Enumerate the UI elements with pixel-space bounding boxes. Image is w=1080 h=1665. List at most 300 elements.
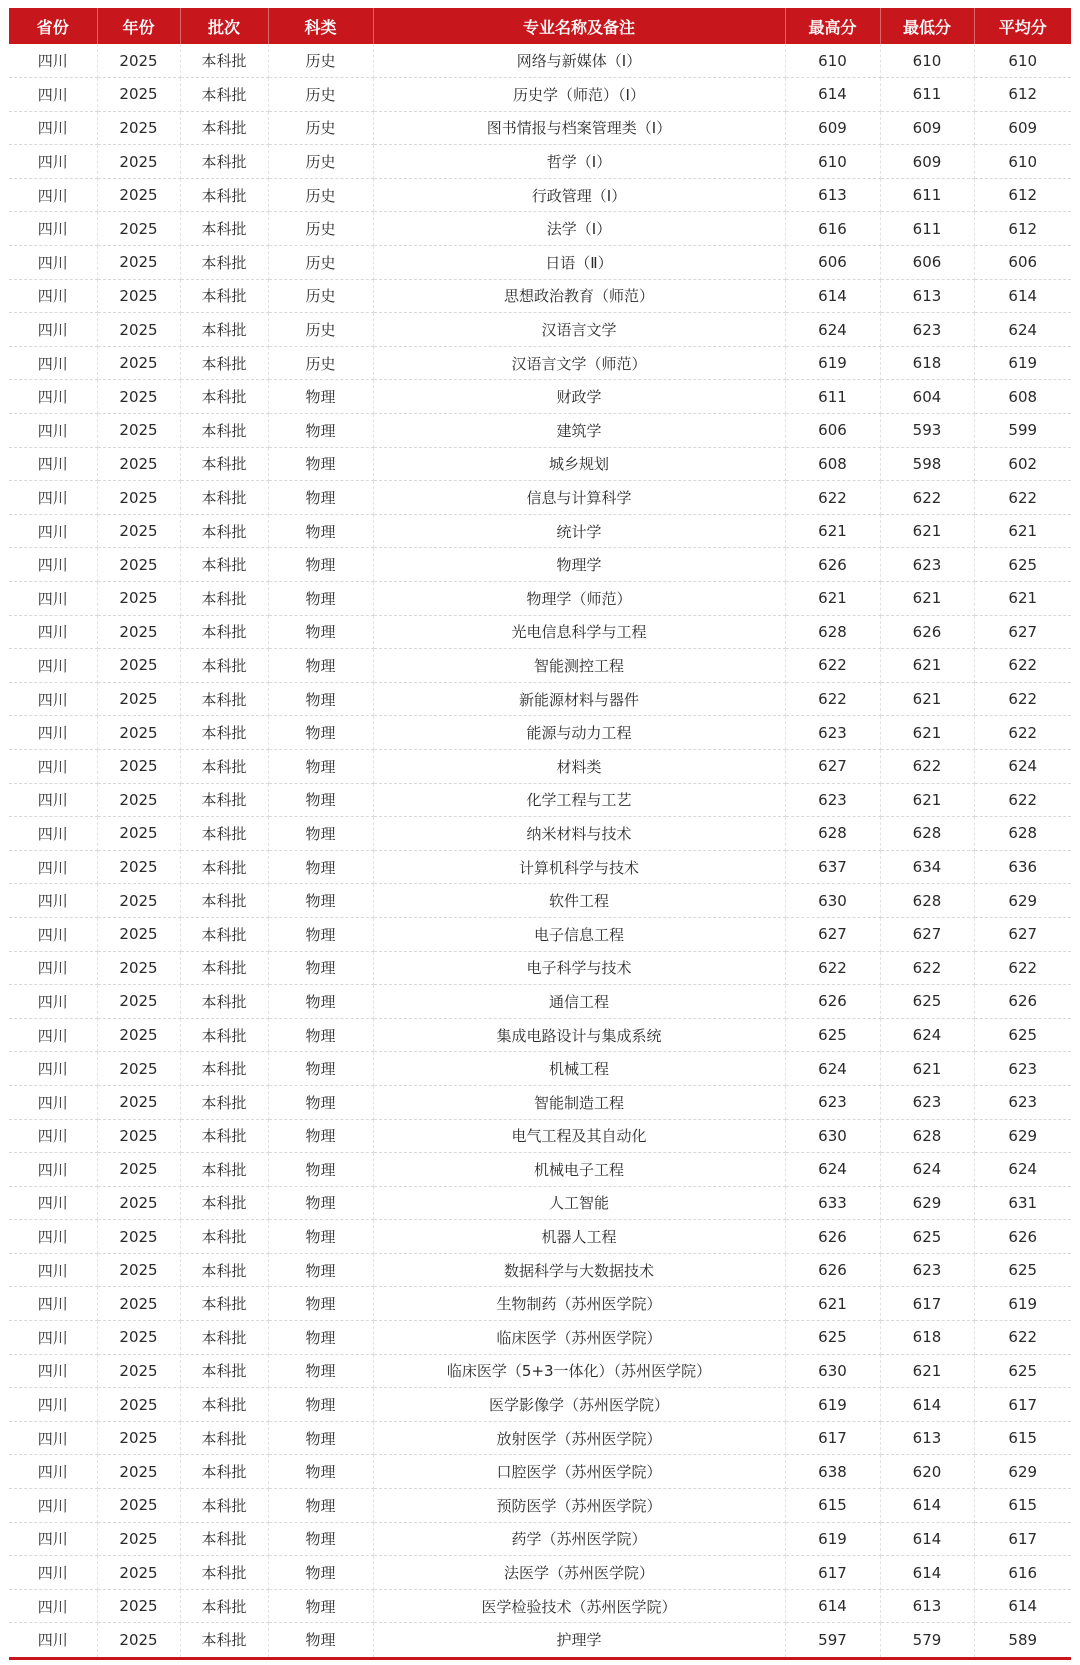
cell-province: 四川 xyxy=(9,44,97,78)
cell-major: 临床医学（苏州医学院） xyxy=(373,1321,785,1355)
cell-major: 药学（苏州医学院） xyxy=(373,1522,785,1556)
cell-subject: 物理 xyxy=(268,514,373,548)
cell-max-score: 609 xyxy=(785,111,880,145)
cell-major: 新能源材料与器件 xyxy=(373,682,785,716)
cell-major: 机器人工程 xyxy=(373,1220,785,1254)
cell-subject: 历史 xyxy=(268,78,373,112)
cell-max-score: 614 xyxy=(785,1589,880,1623)
cell-year: 2025 xyxy=(97,716,180,750)
table-row xyxy=(9,615,1071,649)
cell-min-score: 621 xyxy=(880,514,974,548)
cell-batch: 本科批 xyxy=(180,1388,268,1422)
cell-avg-score: 631 xyxy=(974,1186,1071,1220)
cell-avg-score: 629 xyxy=(974,1455,1071,1489)
cell-min-score: 621 xyxy=(880,649,974,683)
cell-min-score: 621 xyxy=(880,1052,974,1086)
cell-subject: 物理 xyxy=(268,1119,373,1153)
table-row xyxy=(9,78,1071,112)
cell-max-score: 610 xyxy=(785,145,880,179)
cell-year: 2025 xyxy=(97,1321,180,1355)
cell-max-score: 633 xyxy=(785,1186,880,1220)
cell-subject: 物理 xyxy=(268,1018,373,1052)
cell-subject: 物理 xyxy=(268,447,373,481)
cell-max-score: 614 xyxy=(785,279,880,313)
cell-subject: 物理 xyxy=(268,783,373,817)
cell-province: 四川 xyxy=(9,615,97,649)
cell-major: 法医学（苏州医学院） xyxy=(373,1556,785,1590)
cell-min-score: 621 xyxy=(880,682,974,716)
cell-batch: 本科批 xyxy=(180,1556,268,1590)
cell-max-score: 624 xyxy=(785,313,880,347)
cell-province: 四川 xyxy=(9,1253,97,1287)
cell-province: 四川 xyxy=(9,346,97,380)
table-row xyxy=(9,1220,1071,1254)
cell-major: 智能测控工程 xyxy=(373,649,785,683)
cell-batch: 本科批 xyxy=(180,1321,268,1355)
cell-min-score: 623 xyxy=(880,313,974,347)
cell-year: 2025 xyxy=(97,145,180,179)
cell-subject: 物理 xyxy=(268,1623,373,1657)
cell-province: 四川 xyxy=(9,1018,97,1052)
cell-province: 四川 xyxy=(9,682,97,716)
cell-year: 2025 xyxy=(97,783,180,817)
cell-avg-score: 629 xyxy=(974,884,1071,918)
cell-province: 四川 xyxy=(9,481,97,515)
cell-min-score: 621 xyxy=(880,582,974,616)
cell-avg-score: 624 xyxy=(974,1153,1071,1187)
table-row xyxy=(9,1388,1071,1422)
cell-min-score: 617 xyxy=(880,1287,974,1321)
table-row xyxy=(9,1489,1071,1523)
cell-subject: 物理 xyxy=(268,1354,373,1388)
cell-min-score: 623 xyxy=(880,1085,974,1119)
cell-province: 四川 xyxy=(9,850,97,884)
cell-year: 2025 xyxy=(97,414,180,448)
cell-province: 四川 xyxy=(9,1153,97,1187)
table-row xyxy=(9,649,1071,683)
cell-major: 网络与新媒体（Ⅰ） xyxy=(373,44,785,78)
cell-avg-score: 622 xyxy=(974,682,1071,716)
cell-year: 2025 xyxy=(97,1052,180,1086)
table-row xyxy=(9,985,1071,1019)
cell-batch: 本科批 xyxy=(180,1455,268,1489)
cell-province: 四川 xyxy=(9,548,97,582)
cell-max-score: 619 xyxy=(785,1522,880,1556)
table-row xyxy=(9,1455,1071,1489)
cell-subject: 物理 xyxy=(268,1522,373,1556)
cell-year: 2025 xyxy=(97,1489,180,1523)
header-major: 专业名称及备注 xyxy=(373,8,785,44)
cell-province: 四川 xyxy=(9,1489,97,1523)
cell-subject: 物理 xyxy=(268,1085,373,1119)
cell-year: 2025 xyxy=(97,246,180,280)
table-row xyxy=(9,884,1071,918)
table-row xyxy=(9,380,1071,414)
cell-avg-score: 589 xyxy=(1008,1630,1038,1649)
cell-province: 四川 xyxy=(9,1623,97,1657)
cell-year: 2025 xyxy=(97,1018,180,1052)
cell-subject: 物理 xyxy=(268,850,373,884)
cell-max-score: 622 xyxy=(785,481,880,515)
cell-batch: 本科批 xyxy=(180,1421,268,1455)
cell-min-score: 628 xyxy=(880,817,974,851)
cell-year: 2025 xyxy=(97,1388,180,1422)
cell-avg-score: 615 xyxy=(974,1489,1071,1523)
cell-min-score: 625 xyxy=(880,1220,974,1254)
cell-avg-score: 624 xyxy=(974,749,1071,783)
cell-min-score: 623 xyxy=(880,548,974,582)
cell-year: 2025 xyxy=(97,1589,180,1623)
cell-min-score: 621 xyxy=(880,783,974,817)
cell-subject: 物理 xyxy=(268,1556,373,1590)
cell-year: 2025 xyxy=(97,279,180,313)
cell-min-score: 610 xyxy=(880,44,974,78)
cell-subject: 历史 xyxy=(268,313,373,347)
cell-subject: 物理 xyxy=(268,884,373,918)
cell-max-score: 627 xyxy=(785,749,880,783)
cell-avg-score: 612 xyxy=(974,212,1071,246)
cell-max-score: 616 xyxy=(785,212,880,246)
cell-subject: 历史 xyxy=(268,145,373,179)
cell-batch: 本科批 xyxy=(180,1153,268,1187)
cell-min-score: 634 xyxy=(880,850,974,884)
cell-max-score: 613 xyxy=(785,178,880,212)
cell-max-score: 626 xyxy=(785,985,880,1019)
cell-max-score: 637 xyxy=(785,850,880,884)
cell-max-score: 628 xyxy=(785,817,880,851)
cell-subject: 物理 xyxy=(268,481,373,515)
cell-year: 2025 xyxy=(97,817,180,851)
header-province: 省份 xyxy=(9,8,97,44)
cell-major: 能源与动力工程 xyxy=(373,716,785,750)
table-row xyxy=(9,1119,1071,1153)
cell-batch: 本科批 xyxy=(180,246,268,280)
cell-year: 2025 xyxy=(97,615,180,649)
cell-avg-score: 624 xyxy=(974,313,1071,347)
cell-avg-score: 622 xyxy=(974,1321,1071,1355)
cell-max-score: 614 xyxy=(785,78,880,112)
table-row xyxy=(9,817,1071,851)
cell-major: 图书情报与档案管理类（Ⅰ） xyxy=(373,111,785,145)
cell-avg-score: 636 xyxy=(974,850,1071,884)
cell-province: 四川 xyxy=(9,246,97,280)
cell-province: 四川 xyxy=(9,212,97,246)
cell-subject: 物理 xyxy=(268,1388,373,1422)
cell-min-score: 624 xyxy=(880,1018,974,1052)
table-row xyxy=(9,1522,1071,1556)
cell-year: 2025 xyxy=(97,884,180,918)
cell-year: 2025 xyxy=(97,78,180,112)
cell-avg-score: 619 xyxy=(974,1287,1071,1321)
cell-province: 四川 xyxy=(9,447,97,481)
cell-min-score: 621 xyxy=(880,1354,974,1388)
cell-batch: 本科批 xyxy=(180,649,268,683)
cell-max-score: 619 xyxy=(785,346,880,380)
cell-max-score: 626 xyxy=(785,548,880,582)
cell-avg-score: 608 xyxy=(974,380,1071,414)
cell-province: 四川 xyxy=(9,1186,97,1220)
cell-max-score: 628 xyxy=(785,615,880,649)
table-row xyxy=(9,1153,1071,1187)
table-row xyxy=(9,246,1071,280)
cell-max-score: 622 xyxy=(785,649,880,683)
table-row xyxy=(9,1623,1071,1657)
table-row xyxy=(9,414,1071,448)
cell-subject: 物理 xyxy=(268,1455,373,1489)
cell-max-score: 611 xyxy=(785,380,880,414)
cell-avg-score: 619 xyxy=(974,346,1071,380)
cell-subject: 历史 xyxy=(268,111,373,145)
cell-major: 口腔医学（苏州医学院） xyxy=(373,1455,785,1489)
cell-min-score: 613 xyxy=(880,279,974,313)
cell-avg-score: 612 xyxy=(974,78,1071,112)
cell-province: 四川 xyxy=(9,1388,97,1422)
cell-min-score: 622 xyxy=(880,749,974,783)
cell-subject: 物理 xyxy=(268,615,373,649)
cell-min-score: 609 xyxy=(880,111,974,145)
table-row xyxy=(9,716,1071,750)
cell-major: 日语（Ⅱ） xyxy=(373,246,785,280)
cell-max-score: 624 xyxy=(785,1153,880,1187)
cell-province: 四川 xyxy=(9,1522,97,1556)
cell-province: 四川 xyxy=(9,380,97,414)
cell-province: 四川 xyxy=(9,582,97,616)
cell-min-score: 614 xyxy=(880,1489,974,1523)
cell-batch: 本科批 xyxy=(180,346,268,380)
cell-major: 电气工程及其自动化 xyxy=(373,1119,785,1153)
cell-max-score: 622 xyxy=(785,951,880,985)
cell-min-score: 614 xyxy=(880,1388,974,1422)
table-row xyxy=(9,783,1071,817)
cell-batch: 本科批 xyxy=(180,44,268,78)
cell-avg-score: 617 xyxy=(974,1522,1071,1556)
table-body xyxy=(9,44,1071,1657)
cell-subject: 历史 xyxy=(268,279,373,313)
cell-avg-score: 622 xyxy=(974,716,1071,750)
cell-major: 通信工程 xyxy=(373,985,785,1019)
cell-province: 四川 xyxy=(9,951,97,985)
cell-province: 四川 xyxy=(9,985,97,1019)
cell-avg-score: 628 xyxy=(974,817,1071,851)
cell-major: 统计学 xyxy=(373,514,785,548)
cell-min-score: 598 xyxy=(880,447,974,481)
cell-subject: 物理 xyxy=(268,682,373,716)
cell-year: 2025 xyxy=(97,917,180,951)
cell-avg-score: 623 xyxy=(974,1052,1071,1086)
cell-year: 2025 xyxy=(97,380,180,414)
table-row xyxy=(9,749,1071,783)
cell-avg-score: 614 xyxy=(974,279,1071,313)
cell-batch: 本科批 xyxy=(180,111,268,145)
cell-subject: 物理 xyxy=(268,1589,373,1623)
cell-min-score: 624 xyxy=(880,1153,974,1187)
cell-batch: 本科批 xyxy=(180,1253,268,1287)
header-max-score: 最高分 xyxy=(785,8,880,44)
cell-major: 智能制造工程 xyxy=(373,1085,785,1119)
cell-province: 四川 xyxy=(9,1220,97,1254)
cell-avg-score: 614 xyxy=(974,1589,1071,1623)
cell-year: 2025 xyxy=(97,1220,180,1254)
cell-max-score: 606 xyxy=(785,414,880,448)
cell-subject: 物理 xyxy=(268,1153,373,1187)
cell-province: 四川 xyxy=(9,1556,97,1590)
cell-avg-score: 609 xyxy=(974,111,1071,145)
cell-max-score: 623 xyxy=(785,716,880,750)
cell-batch: 本科批 xyxy=(180,615,268,649)
cell-subject: 物理 xyxy=(268,951,373,985)
cell-province: 四川 xyxy=(9,414,97,448)
cell-province: 四川 xyxy=(9,1085,97,1119)
cell-batch: 本科批 xyxy=(180,178,268,212)
cell-min-score: 623 xyxy=(880,1253,974,1287)
cell-avg-score: 627 xyxy=(974,615,1071,649)
cell-subject: 物理 xyxy=(268,414,373,448)
cell-major: 材料类 xyxy=(373,749,785,783)
cell-major: 纳米材料与技术 xyxy=(373,817,785,851)
table-row xyxy=(9,481,1071,515)
cell-year: 2025 xyxy=(97,514,180,548)
cell-year: 2025 xyxy=(97,1354,180,1388)
cell-min-score: 622 xyxy=(880,951,974,985)
cell-max-score: 624 xyxy=(785,1052,880,1086)
cell-avg-score: 625 xyxy=(974,1354,1071,1388)
cell-subject: 物理 xyxy=(268,716,373,750)
cell-subject: 物理 xyxy=(268,1186,373,1220)
table-row xyxy=(9,212,1071,246)
cell-major: 法学（Ⅰ） xyxy=(373,212,785,246)
cell-avg-score: 621 xyxy=(974,514,1071,548)
cell-min-score: 611 xyxy=(880,178,974,212)
cell-subject: 历史 xyxy=(268,44,373,78)
cell-batch: 本科批 xyxy=(180,1623,268,1657)
cell-province: 四川 xyxy=(9,917,97,951)
cell-major: 物理学 xyxy=(373,548,785,582)
table-row xyxy=(9,44,1071,78)
cell-avg-score: 612 xyxy=(974,178,1071,212)
cell-major: 软件工程 xyxy=(373,884,785,918)
cell-max-score: 630 xyxy=(785,1354,880,1388)
cell-province: 四川 xyxy=(9,649,97,683)
cell-year: 2025 xyxy=(97,1085,180,1119)
cell-max-score: 621 xyxy=(785,514,880,548)
cell-year: 2025 xyxy=(97,951,180,985)
cell-major: 历史学（师范）（Ⅰ） xyxy=(373,78,785,112)
cell-batch: 本科批 xyxy=(180,1220,268,1254)
cell-province: 四川 xyxy=(9,1455,97,1489)
cell-year: 2025 xyxy=(97,1153,180,1187)
cell-max-score: 630 xyxy=(785,1119,880,1153)
cell-year: 2025 xyxy=(97,1119,180,1153)
cell-max-score: 617 xyxy=(785,1421,880,1455)
cell-min-score: 614 xyxy=(880,1522,974,1556)
table-row xyxy=(9,447,1071,481)
cell-avg-score: 625 xyxy=(974,548,1071,582)
cell-major: 护理学 xyxy=(373,1623,785,1657)
cell-min-score: 629 xyxy=(880,1186,974,1220)
cell-batch: 本科批 xyxy=(180,817,268,851)
cell-max-score: 617 xyxy=(785,1556,880,1590)
cell-major: 预防医学（苏州医学院） xyxy=(373,1489,785,1523)
cell-max-score: 621 xyxy=(785,582,880,616)
cell-batch: 本科批 xyxy=(180,1522,268,1556)
cell-max-score: 597 xyxy=(785,1623,880,1657)
table-row xyxy=(9,313,1071,347)
cell-province: 四川 xyxy=(9,145,97,179)
cell-subject: 物理 xyxy=(268,1287,373,1321)
cell-year: 2025 xyxy=(97,850,180,884)
cell-year: 2025 xyxy=(97,1455,180,1489)
table-row xyxy=(9,111,1071,145)
table-row xyxy=(9,1589,1071,1623)
cell-province: 四川 xyxy=(9,783,97,817)
cell-batch: 本科批 xyxy=(180,1589,268,1623)
cell-max-score: 626 xyxy=(785,1220,880,1254)
table-row xyxy=(9,850,1071,884)
cell-major: 行政管理（Ⅰ） xyxy=(373,178,785,212)
table-row xyxy=(9,1287,1071,1321)
cell-subject: 历史 xyxy=(268,246,373,280)
cell-batch: 本科批 xyxy=(180,1052,268,1086)
cell-year: 2025 xyxy=(97,111,180,145)
cell-min-score: 621 xyxy=(880,716,974,750)
cell-subject: 物理 xyxy=(268,917,373,951)
table-row xyxy=(9,279,1071,313)
header-year: 年份 xyxy=(97,8,180,44)
cell-min-score: 611 xyxy=(880,78,974,112)
cell-major: 物理学（师范） xyxy=(373,582,785,616)
cell-major: 放射医学（苏州医学院） xyxy=(373,1421,785,1455)
cell-subject: 物理 xyxy=(268,548,373,582)
cell-year: 2025 xyxy=(97,1556,180,1590)
score-table xyxy=(9,8,1071,1657)
cell-batch: 本科批 xyxy=(180,682,268,716)
cell-subject: 物理 xyxy=(268,749,373,783)
table-row xyxy=(9,582,1071,616)
cell-province: 四川 xyxy=(9,111,97,145)
cell-year: 2025 xyxy=(97,212,180,246)
cell-province: 四川 xyxy=(9,1589,97,1623)
cell-major: 医学影像学（苏州医学院） xyxy=(373,1388,785,1422)
cell-year: 2025 xyxy=(97,44,180,78)
cell-province: 四川 xyxy=(9,817,97,851)
cell-min-score: 618 xyxy=(880,346,974,380)
cell-major: 光电信息科学与工程 xyxy=(373,615,785,649)
cell-major: 信息与计算科学 xyxy=(373,481,785,515)
cell-year: 2025 xyxy=(97,1522,180,1556)
cell-min-score: 593 xyxy=(880,414,974,448)
table-row xyxy=(9,1321,1071,1355)
cell-batch: 本科批 xyxy=(180,582,268,616)
cell-year: 2025 xyxy=(97,682,180,716)
cell-batch: 本科批 xyxy=(180,380,268,414)
header-subject: 科类 xyxy=(268,8,373,44)
cell-max-score: 608 xyxy=(785,447,880,481)
cell-year: 2025 xyxy=(97,749,180,783)
cell-avg-score: 622 xyxy=(974,481,1071,515)
cell-year: 2025 xyxy=(97,649,180,683)
cell-major: 汉语言文学 xyxy=(373,313,785,347)
table-row xyxy=(9,346,1071,380)
cell-batch: 本科批 xyxy=(180,447,268,481)
header-min-score: 最低分 xyxy=(880,8,974,44)
cell-max-score: 623 xyxy=(785,783,880,817)
cell-province: 四川 xyxy=(9,1119,97,1153)
cell-major: 医学检验技术（苏州医学院） xyxy=(373,1589,785,1623)
cell-min-score: 609 xyxy=(880,145,974,179)
cell-major: 人工智能 xyxy=(373,1186,785,1220)
cell-max-score: 626 xyxy=(785,1253,880,1287)
cell-min-score: 625 xyxy=(880,985,974,1019)
